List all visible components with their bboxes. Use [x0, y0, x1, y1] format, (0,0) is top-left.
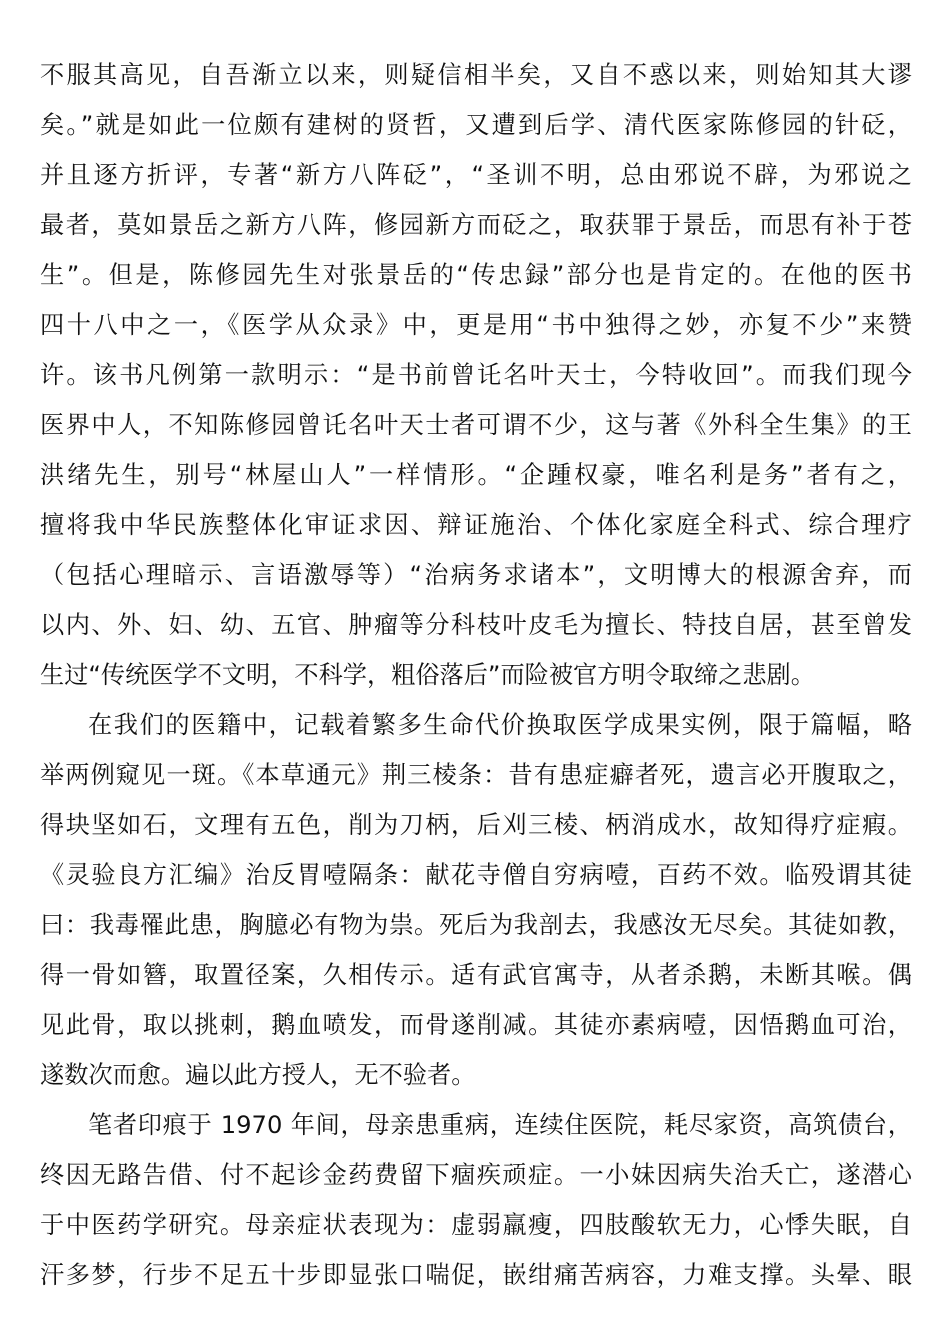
text-line: 得块坚如石，文理有五色，削为刀柄，后刈三棱、柄消成水，故知得疗症瘕。 [40, 811, 912, 839]
text-line: 生”。但是，陈修园先生对张景岳的“传忠録”部分也是肯定的。在他的医书 [40, 261, 912, 289]
text-line: 最者，莫如景岳之新方八阵，修园新方而砭之，取获罪于景岳，而思有补于苍 [40, 211, 912, 239]
text-line: 汗多梦，行步不足五十步即显张口喘促，嵌绀痛苦病容，力难支撑。头晕、眼 [40, 1261, 912, 1289]
text-line: 得一骨如簪，取置径案，久相传示。适有武官寓寺，从者杀鹅，未断其喉。偶 [40, 961, 912, 989]
text-line: 终因无路告借、付不起诊金药费留下痼疾顽症。一小妹因病失治夭亡，遂潜心 [40, 1161, 912, 1189]
text-line: 曰：我毒罹此患，胸臆必有物为祟。死后为我剖去，我感汝无尽矣。其徒如教， [40, 911, 912, 939]
text-line: 见此骨，取以挑刺，鹅血喷发，而骨遂削减。其徒亦素病噎，因悟鹅血可治， [40, 1011, 912, 1039]
text-line: 于中医药学研究。母亲症状表现为：虚弱羸瘦，四肢酸软无力，心悸失眠，自 [40, 1211, 912, 1239]
text-line: 擅将我中华民族整体化审证求因、辩证施治、个体化家庭全科式、综合理疗 [40, 511, 912, 539]
text-line: 医界中人，不知陈修园曾讬名叶天士者可谓不少，这与著《外科全生集》的王 [40, 411, 912, 439]
text-line: 举两例窥见一斑。《本草通元》荆三棱条：昔有患症癖者死，遗言必开腹取之， [40, 761, 912, 789]
text-line: 《灵验良方汇编》治反胃噎隔条：献花寺僧自穷病噎，百药不效。临殁谓其徒 [40, 861, 912, 889]
text-line: 在我们的医籍中，记载着繁多生命代价换取医学成果实例，限于篇幅，略 [88, 711, 912, 739]
text-line: （包括心理暗示、言语激辱等）“治病务求诸本”，文明博大的根源舍弃，而 [40, 561, 912, 589]
text-line: 四十八中之一，《医学从众录》中，更是用“书中独得之妙，亦复不少”来赞 [40, 311, 912, 339]
text-line: 笔者印痕于 1970 年间，母亲患重病，连续住医院，耗尽家资，高筑债台， [88, 1111, 912, 1139]
text-line: 不服其高见，自吾渐立以来，则疑信相半矣，又自不惑以来，则始知其大谬 [40, 61, 912, 89]
text-line: 遂数次而愈。遍以此方授人，无不验者。 [40, 1061, 476, 1089]
text-line: 生过“传统医学不文明，不科学，粗俗落后”而险被官方明令取缔之悲剧。 [40, 661, 815, 689]
text-line: 矣。”就是如此一位颇有建树的贤哲，又遭到后学、清代医家陈修园的针砭， [40, 111, 912, 139]
text-line: 以内、外、妇、幼、五官、肿瘤等分科枝叶皮毛为擅长、特技自居，甚至曾发 [40, 611, 912, 639]
text-line: 并且逐方折评，专著“新方八阵砭”，“圣训不明，总由邪说不辟，为邪说之 [40, 161, 912, 189]
text-line: 许。该书凡例第一款明示：“是书前曾讬名叶天士，今特收回”。而我们现今 [40, 361, 912, 389]
text-line: 洪绪先生，别号“林屋山人”一样情形。“企踵权豪，唯名利是务”者有之， [40, 461, 912, 489]
